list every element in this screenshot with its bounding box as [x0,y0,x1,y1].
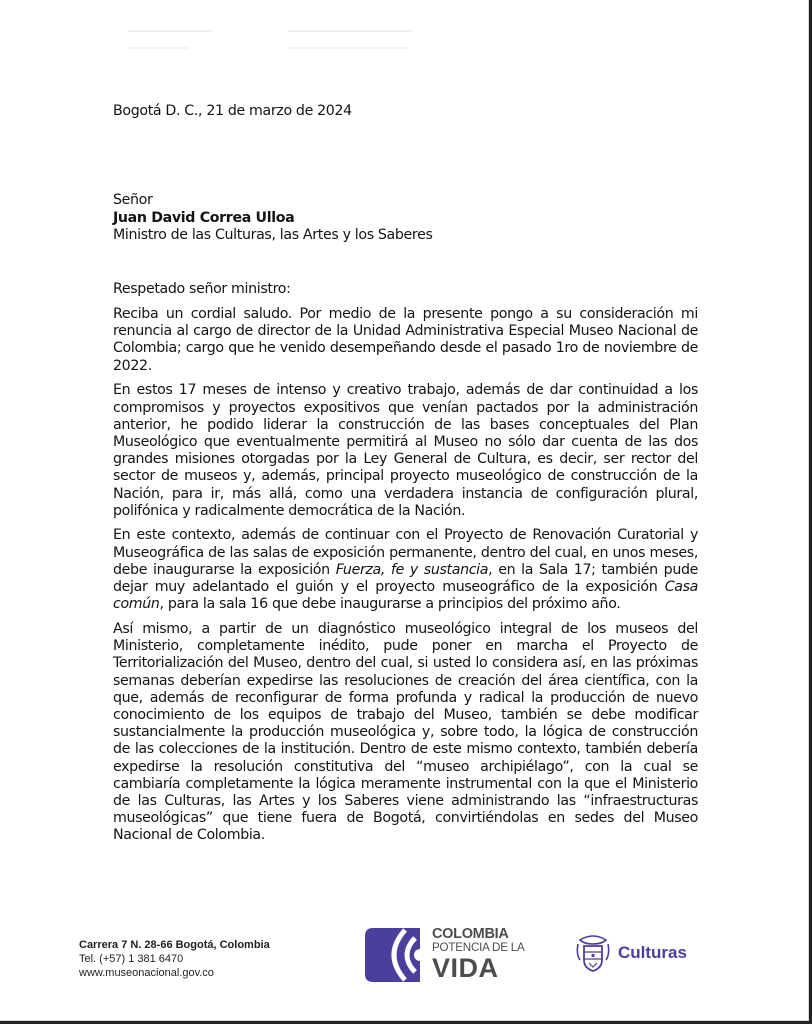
logo-text-potencia: POTENCIA DE LA [432,941,525,954]
footer-address-block [79,938,270,980]
recipient-position: Ministro de las Culturas, las Artes y los Saberes [113,227,433,243]
coat-of-arms-icon [576,934,610,972]
date-line: Bogotá D. C., 21 de marzo de 2024 [113,103,352,119]
faded-letterhead [128,28,418,50]
ministry-culturas-logo [576,934,687,972]
paragraph-text: , para la sala 16 que debe inaugurarse a principios del próximo año. [159,596,621,613]
logo-text-colombia: COLOMBIA [432,926,509,942]
paragraph-text: En este contexto, además de continuar con el Proyecto de Renovación Curatorial y Museográfica de las salas de exposición permanente, dentro del cual, en unos meses, debe inaugurarse la exposición [113,527,698,578]
footer-website: www.museonacional.gov.co [79,967,214,979]
letter-body [113,306,698,852]
recipient-block [113,192,433,245]
ministry-label: Culturas [618,943,687,962]
paragraph-territorialization: Así mismo, a partir de un diagnóstico museológico integral de los museos del Ministerio, completamente inédito, pude poner en marcha el Proyecto de Territorialización del Museo, dentro del cual, si usted lo considera así, en las próximas semanas deberían expedirse las resoluciones de creación del área científica, con la que, además de reconfigurar de forma profunda y radical la producción de nuevo conocimiento de los equipos de trabajo del Museo, también se debe modificar sustancialmente la producción museológica y, sobre todo, la lógica de construcción de las colecciones de la institución. Dentro de este mismo contexto, también debería expedirse la resolución constitutiva del “museo archipiélago”, con la cual se cambiaría completamente la lógica meramente instrumental con la que el Ministerio de las Culturas, las Artes y los Saberes viene administrando las “infraestructuras museológicas” que tiene fuera de Bogotá, convirtiéndolas en sedes del Museo Nacional de Colombia. [113,620,698,844]
footer-phone: Tel. (+57) 1 381 6470 [79,953,184,965]
colombia-potencia-de-la-vida-logo [365,927,525,982]
footer-street-address: Carrera 7 N. 28-66 Bogotá, Colombia [79,939,270,951]
paragraph-achievements: En estos 17 meses de intenso y creativo trabajo, además de dar continuidad a los compromisos y proyectos expositivos que venían pactados por la administración anterior, he podido liderar la construcción de las bases conceptuales del Plan Museológico que eventualmente permitirá al Museo no sólo dar cuenta de las dos grandes misiones otorgadas por la Ley General de Cultura, es decir, ser rector del sector de museos y, además, principal proyecto museológico de construcción de la Nación, para ir, más allá, como una verdadera instancia de configuración plural, polifónica y radicalmente democrática de la Nación. [113,382,698,519]
exhibition-title-casa-comun: Casa común [113,579,698,613]
exhibition-title-fuerza: Fuerza, fe y sustancia [335,561,489,578]
signal-waves-logo-icon [365,928,420,982]
recipient-name: Juan David Correa Ulloa [113,209,295,226]
paragraph-resignation: Reciba un cordial saludo. Por medio de la presente pongo a su consideración mi renuncia al cargo de director de la Unidad Administrativa Especial Museo Nacional de Colombia; cargo que he venido desempeñando desde el pasado 1ro de noviembre de 2022. [113,306,698,374]
paragraph-text: , en la Sala 17; también pude dejar muy adelantado el guión y el proyecto museográfico de la exposición [113,561,699,596]
logo-text-vida: VIDA [432,953,499,983]
greeting: Respetado señor ministro: [113,281,291,297]
paragraph-exhibitions [113,527,698,613]
recipient-title: Señor [113,192,153,208]
